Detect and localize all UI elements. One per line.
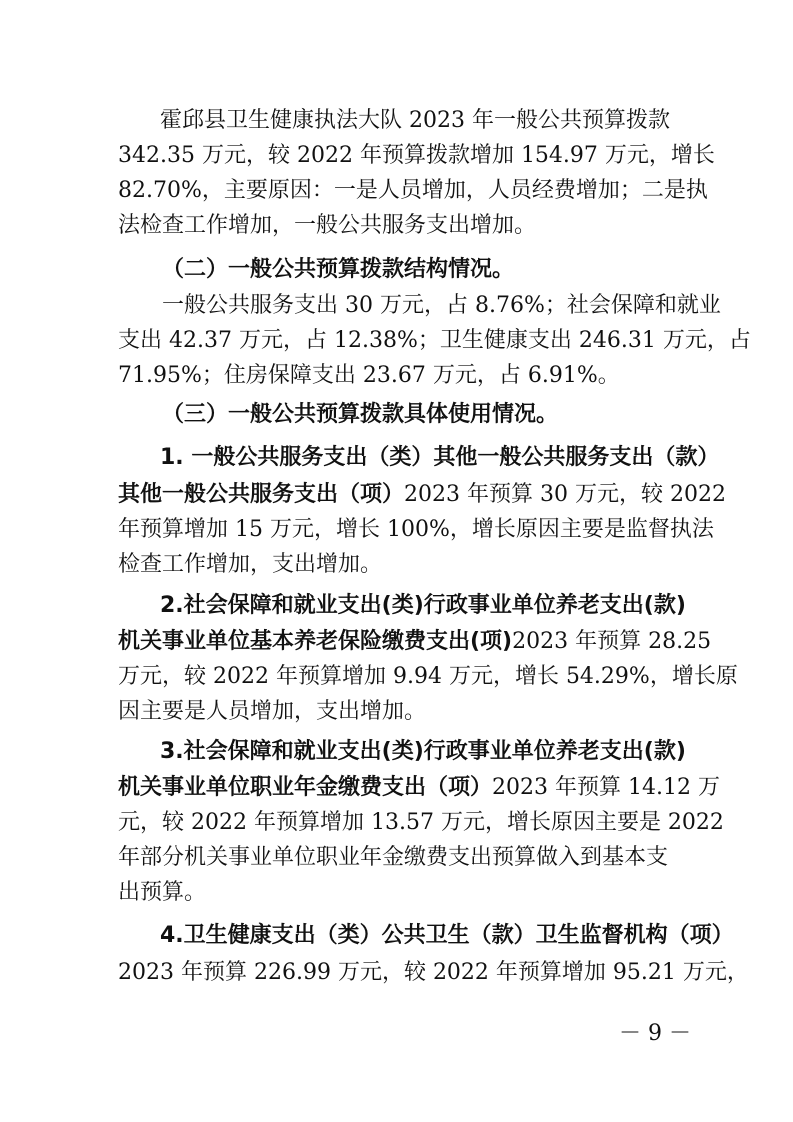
paragraph-structure: [162, 288, 721, 323]
item-3: [160, 734, 686, 769]
item-4-cont: [118, 955, 749, 990]
item-1-cont: [118, 477, 726, 582]
heading-text: （三）一般公共预算拨款具体使用情况。: [162, 402, 559, 427]
text-line: 年部分机关事业单位职业年金缴费支出预算做入到基本支: [118, 845, 669, 870]
text-line: 一般公共服务支出 30 万元，占 8.76%；社会保障和就业: [162, 293, 721, 318]
item-1: [160, 440, 720, 475]
text-line: 霍邱县卫生健康执法大队 2023 年一般公共预算拨款: [160, 108, 670, 133]
text-line: 出预算。: [118, 880, 207, 905]
section-heading-usage: [162, 397, 718, 432]
text-line: [118, 624, 712, 659]
item-title-line: 机关事业单位职业年金缴费支出（项）: [118, 775, 493, 800]
item-title-line: 机关事业单位基本养老保险缴费支出(项): [118, 629, 513, 654]
text-line: 检查工作增加，支出增加。: [118, 552, 383, 577]
item-2: [160, 588, 686, 623]
text-fragment: 2023 年预算 28.25: [512, 629, 712, 654]
text-line: 因主要是人员增加，支出增加。: [118, 699, 427, 724]
paragraph-budget-summary: [160, 103, 680, 138]
text-line: 支出 42.37 万元，占 12.38%；卫生健康支出 246.31 万元，占: [118, 328, 751, 353]
heading-text: （二）一般公共预算拨款结构情况。: [162, 257, 515, 282]
text-line: [118, 770, 720, 805]
text-line: 元，较 2022 年预算增加 13.57 万元，增长原因主要是 2022: [118, 810, 724, 835]
text-line: 法检查工作增加，一般公共服务支出增加。: [118, 213, 537, 238]
text-line: 万元，较 2022 年预算增加 9.94 万元，增长 54.29%，增长原: [118, 664, 738, 689]
text-line: 71.95%；住房保障支出 23.67 万元，占 6.91%。: [118, 363, 620, 388]
text-line: 年预算增加 15 万元，增长 100%，增长原因主要是监督执法: [118, 517, 714, 542]
item-title-line: 3.社会保障和就业支出(类)行政事业单位养老支出(款): [160, 739, 686, 764]
item-title-line: 其他一般公共服务支出（项）: [118, 482, 405, 507]
text-line: 82.70%，主要原因：一是人员增加，人员经费增加；二是执: [118, 178, 708, 203]
text-line: 2023 年预算 226.99 万元，较 2022 年预算增加 95.21 万元，: [118, 960, 749, 985]
section-heading-structure: [162, 252, 718, 287]
page-number: － 9 －: [619, 1021, 691, 1046]
paragraph-structure-cont: [118, 323, 751, 393]
item-title-line: 2.社会保障和就业支出(类)行政事业单位养老支出(款): [160, 593, 686, 618]
text-fragment: 2023 年预算 30 万元，较 2022: [404, 482, 726, 507]
text-line: [118, 477, 726, 512]
text-line: 342.35 万元，较 2022 年预算拨款增加 154.97 万元，增长: [118, 143, 715, 168]
item-title-line: 4.卫生健康支出（类）公共卫生（款）卫生监督机构（项）: [160, 923, 734, 948]
item-title-line: 1. 一般公共服务支出（类）其他一般公共服务支出（款）: [160, 445, 720, 470]
text-fragment: 2023 年预算 14.12 万: [492, 775, 720, 800]
item-3-cont: [118, 770, 724, 910]
item-4: [160, 918, 734, 953]
item-2-cont: [118, 624, 738, 729]
paragraph-budget-summary-cont: [118, 138, 715, 243]
